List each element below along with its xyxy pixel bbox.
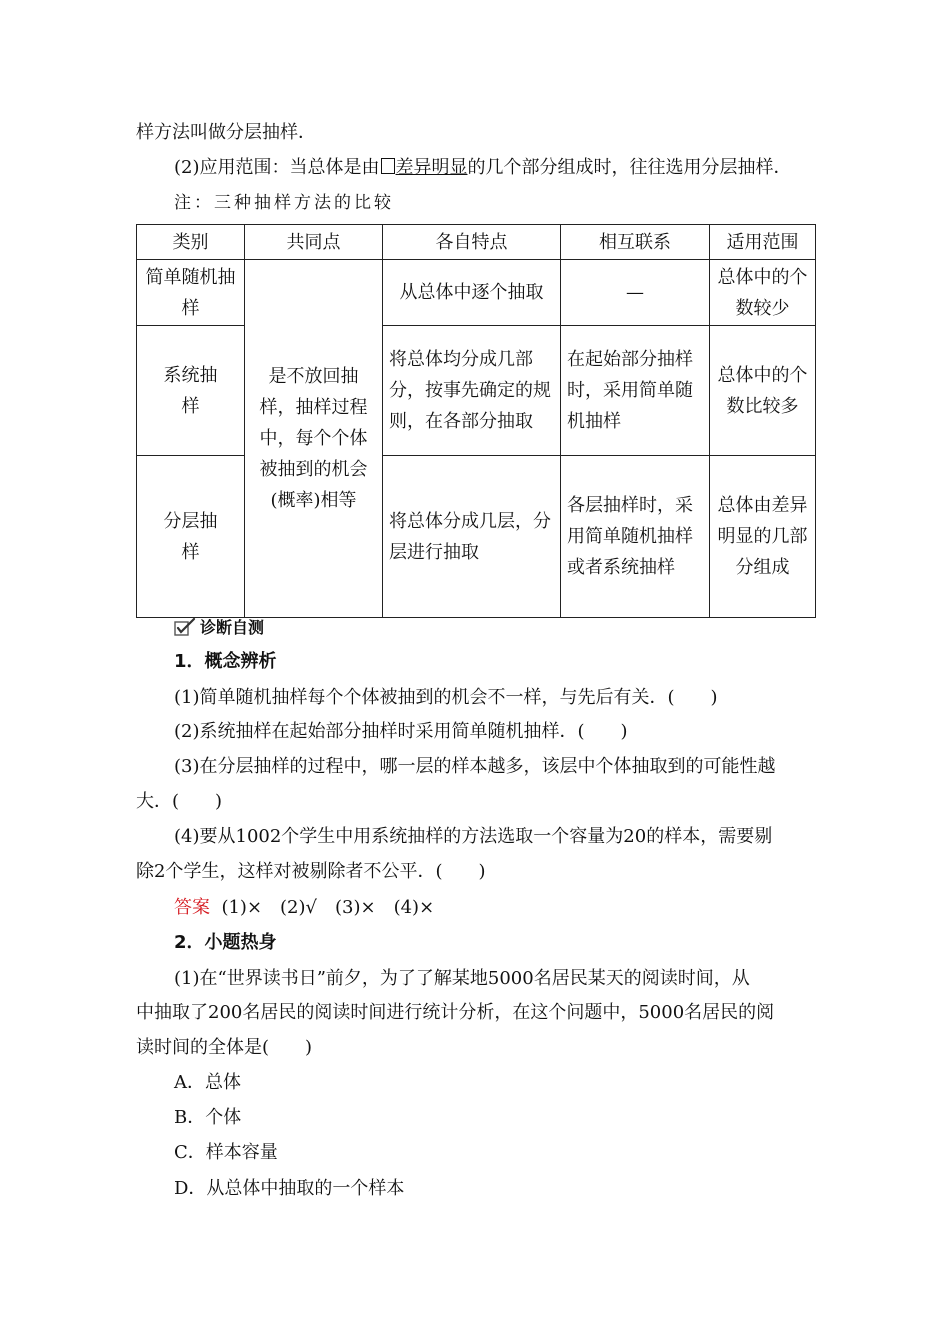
q1-item: (1)简单随机抽样每个个体被抽到的机会不一样，与先后有关．( ) <box>174 687 718 708</box>
cell-category: 简单随机抽样 <box>137 260 245 326</box>
option-b: B．个体 <box>174 1107 242 1128</box>
answer-label: 答案 <box>174 897 210 918</box>
intro-line-2 <box>174 156 792 180</box>
table-header-row <box>137 225 816 260</box>
header-feature: 各自特点 <box>383 225 561 260</box>
pen-check-icon <box>174 618 196 636</box>
table-row <box>137 326 816 456</box>
q2-stem-line: (1)在“世界读书日”前夕，为了了解某地5000名居民某天的阅读时间，从 <box>174 968 750 989</box>
section-title: 诊断自测 <box>200 618 265 637</box>
cell-common: 是不放回抽样，抽样过程中，每个个体被抽到的机会(概率)相等 <box>245 260 383 618</box>
q1-item: (2)系统抽样在起始部分抽样时采用简单随机抽样．( ) <box>174 721 628 742</box>
option-a: A．总体 <box>174 1072 241 1093</box>
cell-scope: 总体中的个数比较多 <box>710 326 816 456</box>
cell-relation: 各层抽样时，采用简单随机抽样或者系统抽样 <box>561 456 710 618</box>
table-note: 注：三种抽样方法的比较 <box>174 193 394 213</box>
cell-relation: 在起始部分抽样时，采用简单随机抽样 <box>561 326 710 456</box>
header-common: 共同点 <box>245 225 383 260</box>
cell-feature: 将总体均分成几部分，按事先确定的规则，在各部分抽取 <box>383 326 561 456</box>
intro-line-2-prefix: (2)应用范围：当总体是由 <box>174 157 380 178</box>
sampling-comparison-table <box>136 224 816 618</box>
q2-heading: 2．小题热身 <box>174 932 277 953</box>
cell-feature: 从总体中逐个抽取 <box>383 260 561 326</box>
cell-category: 系统抽样 <box>137 326 245 456</box>
intro-line-1: 样方法叫做分层抽样． <box>136 122 316 143</box>
cell-category: 分层抽样 <box>137 456 245 618</box>
cell-scope: 总体中的个数较少 <box>710 260 816 326</box>
section-header <box>174 617 264 639</box>
answer-blank-box <box>381 158 395 174</box>
q2-stem-line: 中抽取了200名居民的阅读时间进行统计分析，在这个问题中，5000名居民的阅 <box>136 1002 775 1023</box>
q1-heading: 1．概念辨析 <box>174 651 277 672</box>
q1-item: (4)要从1002个学生中用系统抽样的方法选取一个容量为20的样本，需要剔 <box>174 826 773 847</box>
q1-item: 大．( ) <box>136 791 223 812</box>
cell-feature: 将总体分成几层，分层进行抽取 <box>383 456 561 618</box>
option-d: D．从总体中抽取的一个样本 <box>174 1178 405 1199</box>
answer-text: (1)× (2)√ (3)× (4)× <box>221 897 435 918</box>
q1-item: 除2个学生，这样对被剔除者不公平．( ) <box>136 861 486 882</box>
intro-line-2-blank: 差异明显 <box>395 157 468 178</box>
table-row <box>137 260 816 326</box>
q1-item: (3)在分层抽样的过程中，哪一层的样本越多，该层中个体抽取到的可能性越 <box>174 756 776 777</box>
cell-scope: 总体由差异明显的几部分组成 <box>710 456 816 618</box>
q1-answer <box>174 896 434 920</box>
cell-relation: — <box>561 260 710 326</box>
header-relation: 相互联系 <box>561 225 710 260</box>
header-category: 类别 <box>137 225 245 260</box>
table-row <box>137 456 816 618</box>
q2-stem-line: 读时间的全体是( ) <box>136 1037 313 1058</box>
option-c: C．样本容量 <box>174 1142 278 1163</box>
header-scope: 适用范围 <box>710 225 816 260</box>
intro-line-2-suffix: 的几个部分组成时，往往选用分层抽样． <box>467 157 792 178</box>
